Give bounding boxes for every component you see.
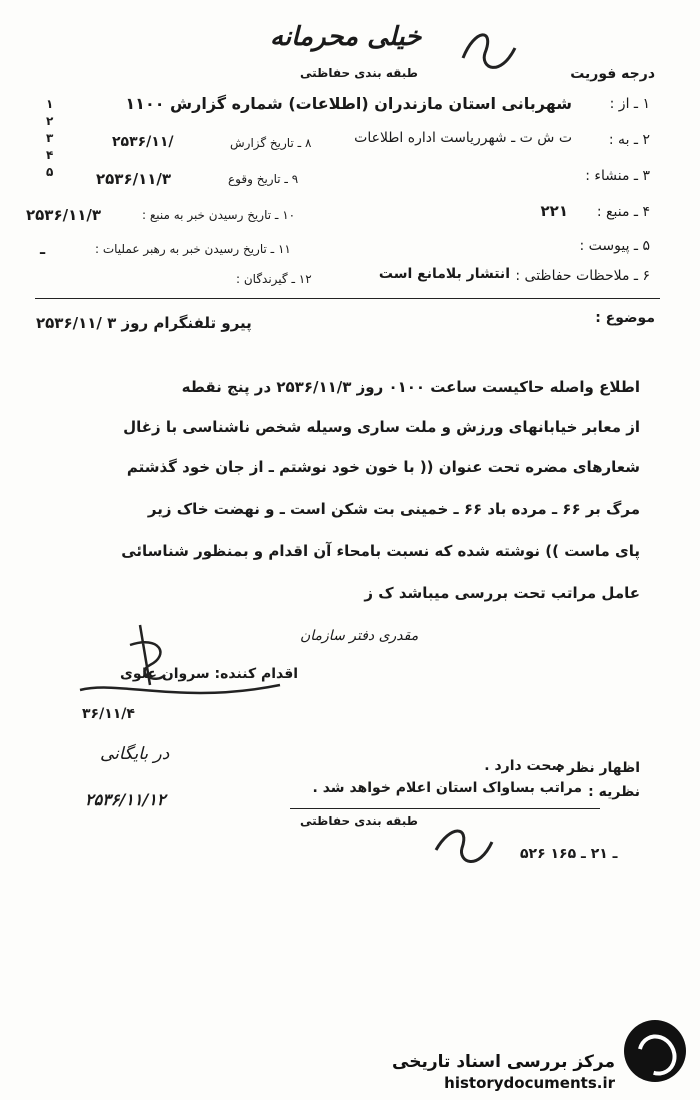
signature-scribble — [60, 615, 290, 705]
body-line: پای ماست )) نوشته شده که نسبت بامحاء آن اقدام و بمنظور شناسائی — [121, 542, 640, 560]
field-source-received-value: ۲۵۳۶/۱۱/۳ — [26, 206, 102, 224]
field-to-value: ت ش ت ـ شهرریاست اداره اطلاعات — [354, 130, 572, 146]
field-event-date-value: ۲۵۳۶/۱۱/۳ — [96, 170, 172, 188]
field-from-label: ۱ ـ از : — [609, 96, 650, 112]
field-origin-label: ۳ ـ منشاء : — [585, 168, 650, 184]
footer-org-name: مرکز بررسی اسناد تاریخی — [392, 1052, 615, 1072]
document-number: ۵۲۶ ـ ۲۱ ـ ۱۶۵ — [520, 846, 618, 862]
opinion-label: اظهار نظر : — [556, 760, 640, 776]
body-line: از معابر خیابانهای ورزش و ملت ساری وسیله شخص ناشناسی با زغال — [123, 418, 640, 436]
field-security-label: ۶ ـ ملاحظات حفاظتی : — [515, 268, 650, 284]
body-line: مرگ بر ۶۶ ـ مرده باد ۶۶ ـ خمینی بت شکن است ـ و نهضت خاک زیر — [147, 500, 640, 518]
divider-line — [35, 298, 660, 299]
field-security-value: انتشار بلامانع است — [378, 266, 510, 282]
subject-value: پیرو تلفنگرام روز ۳ /۲۵۳۶/۱۱ — [36, 314, 252, 332]
field-to-label: ۲ ـ به : — [608, 132, 650, 148]
bottom-classification-label: طبقه بندی حفاظتی — [300, 814, 418, 828]
field-recipients-label: ۱۲ ـ گیرندگان : — [236, 272, 312, 286]
notes-divider — [290, 808, 600, 809]
field-attachment-label: ۵ ـ پیوست : — [579, 238, 650, 254]
classification-label: طبقه بندی حفاظتی — [300, 66, 418, 80]
opinion-value: صحت دارد . — [484, 758, 565, 774]
margin-numbers — [46, 96, 60, 181]
handwritten-note: مقدری دفتر سازمان — [300, 628, 419, 644]
remark-value: مراتب بساواک استان اعلام خواهد شد . — [312, 780, 582, 796]
officer-line: اقدام کننده: سروان علوی — [120, 666, 299, 682]
field-report-date-label: ۸ ـ تاریخ گزارش — [230, 136, 312, 150]
body-line: عامل مراتب تحت بررسی میباشد ک ز — [364, 584, 640, 602]
body-line: شعارهای مضره تحت عنوان (( با خون خود نوشتم ـ از جان خود گذشتم — [126, 458, 640, 476]
margin-number: ۱ — [46, 97, 54, 111]
check-mark-icon — [455, 18, 525, 88]
classification-stamp: خیلی محرمانه — [270, 22, 422, 52]
urgency-label: درجه فوریت — [570, 66, 655, 82]
margin-number: ۵ — [46, 165, 54, 179]
margin-number: ۲ — [46, 114, 54, 128]
archive-logo-icon — [624, 1020, 686, 1082]
archive-date: ۲۵۳۶/۱۱/۱۲ — [85, 790, 166, 809]
field-from-value: شهربانی استان مازندران (اطلاعات) شماره گزارش ۱۱۰۰ — [125, 94, 572, 113]
archive-note: در بایگانی — [100, 744, 170, 764]
bottom-check-icon — [430, 820, 500, 880]
field-ops-received-label: ۱۱ ـ تاریخ رسیدن خبر به رهبر عملیات : — [95, 242, 291, 256]
body-line: اطلاع واصله حاکیست ساعت ۰۱۰۰ روز ۲۵۳۶/۱۱/۳ در پنج نقطه — [181, 378, 640, 396]
subject-label: موضوع : — [595, 310, 655, 326]
field-source-value: ۲۲۱ — [540, 202, 568, 220]
margin-number: ۴ — [46, 148, 54, 162]
margin-number: ۳ — [46, 131, 54, 145]
field-source-label: ۴ ـ منبع : — [596, 204, 650, 220]
footer-website: historydocuments.ir — [444, 1074, 615, 1092]
field-ops-received-value: ـ — [40, 240, 46, 258]
field-source-received-label: ۱۰ ـ تاریخ رسیدن خبر به منبع : — [142, 208, 296, 222]
field-report-date-value: ۲۵۳۶/۱۱/ — [112, 134, 174, 150]
field-event-date-label: ۹ ـ تاریخ وقوع — [228, 172, 299, 186]
signature-date: ۳۶/۱۱/۴ — [82, 706, 135, 722]
remark-label: نظریه : — [588, 784, 640, 800]
